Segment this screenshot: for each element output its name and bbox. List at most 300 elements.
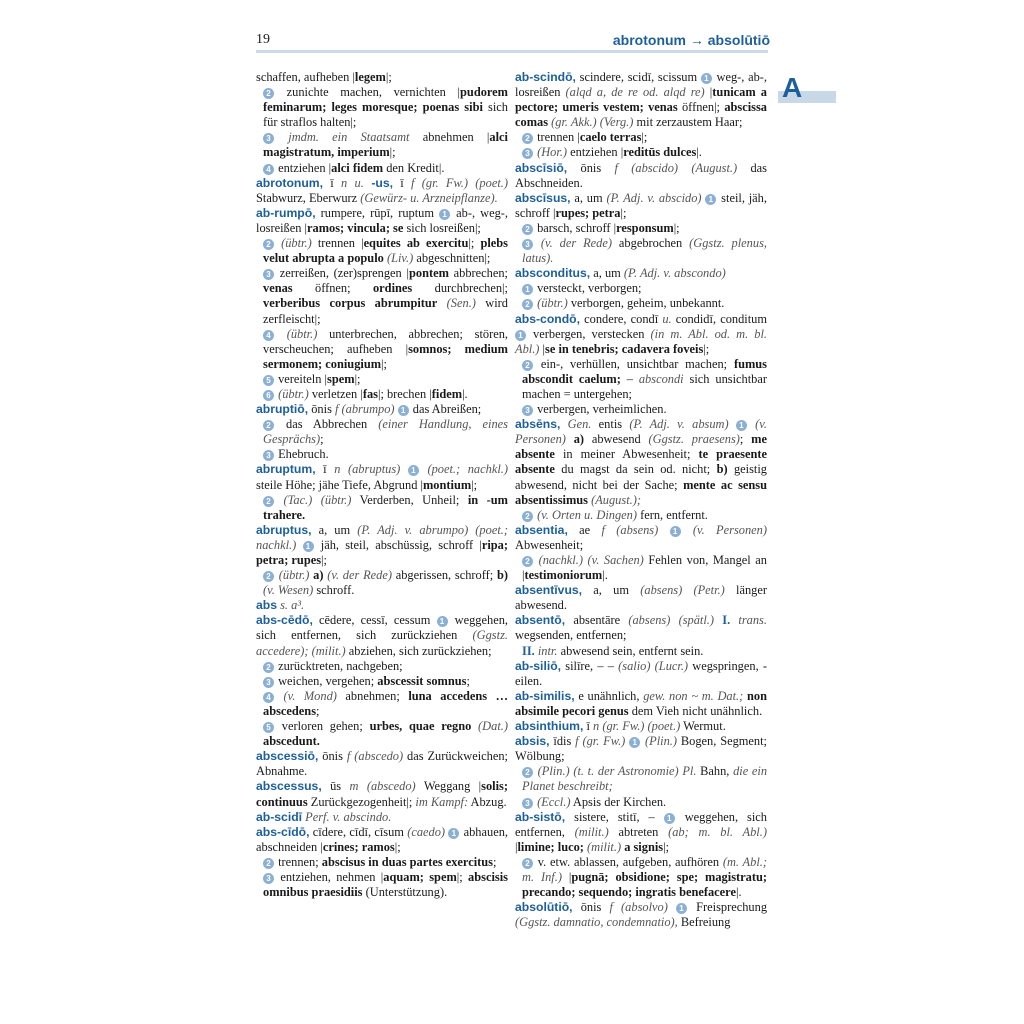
text-run: |;	[471, 477, 478, 492]
latin-example: fas	[362, 386, 378, 401]
text-run: ;	[493, 854, 497, 869]
text-run: ;	[316, 703, 320, 718]
sense-number-badge: 2	[522, 511, 533, 522]
text-run: wird zerfleischt|;	[263, 296, 508, 326]
latin-example: responsum	[616, 220, 674, 235]
text-run: ī	[315, 462, 335, 477]
text-run: das Abreißen;	[409, 402, 482, 417]
grammar-note: (P. Adj. v. abscondo)	[623, 266, 726, 281]
sense-number-badge: 1	[398, 405, 409, 416]
sense-line	[515, 130, 767, 145]
latin-example: a)	[313, 568, 324, 583]
text-run	[658, 523, 669, 537]
text-run: ōnis	[318, 749, 347, 764]
text-run: |;	[354, 371, 361, 386]
grammar-note: f (absolvo)	[609, 900, 668, 915]
sense-number-badge: 1	[522, 284, 533, 295]
dictionary-entry	[515, 191, 767, 221]
sense-line	[515, 764, 767, 794]
text-run: vereiteln |	[275, 371, 328, 386]
grammar-note: (Ggstz. accedere); (milit.)	[256, 628, 508, 658]
text-run: ;	[466, 673, 470, 688]
sense-line	[256, 161, 508, 176]
grammar-note: (übtr.)	[275, 386, 309, 401]
sense-number-badge: 2	[263, 571, 274, 582]
latin-example: spem	[327, 371, 355, 386]
latin-example: urbes, quae regno	[369, 719, 472, 734]
grammar-note: (v. Orten u. Dingen)	[534, 507, 637, 522]
text-run: Ehebruch.	[275, 447, 329, 462]
grammar-note: f (abscido) (August.)	[614, 160, 738, 175]
text-run: |;	[389, 145, 396, 160]
text-run: Abwesenheit;	[515, 537, 584, 552]
text-run: Verderben, Unheil;	[351, 492, 468, 507]
text-run: |;	[673, 220, 680, 235]
running-head: abrotonum → absolūtiō	[612, 32, 770, 48]
latin-example: somnos; medium sermonem; coniugium	[263, 341, 508, 371]
latin-example: non absimile pecori genus	[515, 688, 767, 718]
sense-line	[256, 372, 508, 387]
sense-number-badge: 2	[522, 858, 533, 869]
dictionary-entry	[515, 523, 767, 553]
headword: ab-sistō,	[515, 809, 566, 824]
grammar-note: Perf. v. abscindo.	[302, 809, 392, 824]
headword: absentīvus,	[515, 583, 583, 598]
dictionary-entry	[256, 402, 508, 417]
grammar-note: u.	[662, 311, 672, 326]
dictionary-entry	[256, 825, 508, 855]
grammar-note: (Ggstz. plenus, latus).	[522, 236, 767, 266]
sense-number-badge: 4	[263, 164, 274, 175]
text-run: (Unterstützung).	[362, 885, 448, 900]
text-run: abnehmen |	[409, 130, 490, 145]
headword: abs	[256, 598, 278, 613]
sense-line	[515, 236, 767, 266]
text-run: Apsis der Kirchen.	[570, 794, 667, 809]
sense-number-badge: 3	[522, 148, 533, 159]
dictionary-entry	[515, 734, 767, 764]
grammar-note: (absens) (Petr.)	[640, 583, 725, 598]
text-run: barsch, schroff |	[534, 220, 617, 235]
sense-line	[515, 402, 767, 417]
grammar-note: im Kampf:	[415, 794, 469, 809]
grammar-note: (übtr.)	[275, 326, 318, 341]
dictionary-entry	[256, 206, 508, 236]
text-run: schaffen, aufheben |	[256, 70, 355, 84]
right-column	[515, 70, 767, 930]
text-run	[296, 538, 302, 552]
text-run: weggehen, sich entfernen, sich zurückziehen	[256, 613, 508, 643]
sense-line	[256, 130, 508, 160]
text-run: Befreiung	[677, 915, 731, 930]
text-run: abbrechen;	[448, 266, 509, 281]
grammar-note: (v. der Rede)	[534, 236, 612, 251]
text-run: |.	[462, 386, 468, 401]
dictionary-entry	[515, 266, 767, 281]
dictionary-entry	[256, 749, 508, 779]
text-run: abziehen, sich zurückziehen;	[345, 643, 492, 658]
text-run: Bahn,	[696, 764, 734, 779]
sense-number-badge: 6	[263, 390, 274, 401]
text-run: ōnis	[567, 160, 615, 175]
sense-line	[256, 674, 508, 689]
text-run: trennen;	[275, 854, 322, 869]
text-run: |	[539, 341, 546, 356]
grammar-note: (Plin.) (t. t. der Astronomie) Pl.	[534, 764, 697, 779]
text-run: sistere, stitī, –	[565, 809, 664, 824]
latin-example: legem	[354, 70, 386, 84]
sense-line	[256, 266, 508, 326]
sense-number-badge: 1	[408, 465, 419, 476]
grammar-note: (übtr.)	[275, 568, 310, 583]
text-run: cēdere, cessī, cessum	[312, 613, 437, 628]
text-run: condidī, conditum	[671, 311, 768, 326]
text-run: ī	[323, 175, 342, 190]
headword: abrotonum,	[256, 175, 324, 190]
grammar-note: (einer Handlung, eines Gesprächs)	[263, 417, 508, 447]
text-run: |;	[703, 341, 710, 356]
sense-number-badge: 2	[522, 556, 533, 567]
text-run: |.	[735, 885, 742, 900]
sense-number-badge: 3	[522, 798, 533, 809]
text-run: weichen, vergehen;	[275, 673, 378, 688]
sense-line	[515, 296, 767, 311]
sense-number-badge: 1	[701, 73, 712, 84]
grammar-note: (Ggstz. damnatio, condemnatio),	[515, 915, 678, 930]
text-run: v. etw. ablassen, aufgeben, aufhören	[534, 854, 723, 869]
latin-example: abscisis omnibus praesidiis	[263, 869, 508, 900]
sense-line	[256, 689, 508, 719]
dictionary-entry	[515, 659, 767, 689]
sense-number-badge: 3	[522, 239, 533, 250]
grammar-note: f (abscedo)	[346, 749, 404, 764]
text-run: abwesend	[584, 432, 649, 447]
text-run: Stabwurz, Eberwurz	[256, 190, 361, 205]
latin-example: testimoniorum	[524, 568, 603, 583]
text-run: abgerissen, schroff;	[391, 568, 497, 583]
latin-example: se in tenebris; cadavera foveis	[545, 341, 704, 356]
grammar-note: (v. Mond)	[275, 688, 337, 703]
dictionary-entry	[256, 176, 508, 206]
grammar-note: (ab; m. bl. Abl.)	[668, 824, 767, 839]
headword: absentō,	[515, 613, 566, 628]
headword: abs-cēdō,	[256, 613, 313, 628]
headword: absentia,	[515, 522, 568, 537]
latin-example: equites ab exercitu	[363, 236, 469, 251]
sense-number-badge: 5	[263, 375, 274, 386]
text-run: Weggang |	[415, 779, 482, 794]
text-run	[400, 462, 408, 476]
latin-example: verberibus corpus abrumpitur	[263, 296, 438, 311]
grammar-note: die ein Planet beschreibt;	[522, 764, 768, 794]
latin-example: abscessit somnus	[377, 673, 467, 688]
latin-example: aquam; spem	[383, 869, 457, 884]
sense-number-badge: 1	[437, 616, 448, 627]
sense-number-badge: 2	[263, 858, 274, 869]
text-run: abgeschnitten|;	[413, 251, 491, 266]
text-run: wegsenden, entfernen;	[515, 628, 627, 643]
grammar-note: intr.	[534, 643, 558, 658]
text-run: du magst da sein od. nicht;	[554, 462, 717, 477]
grammar-note: gew. non ~ m. Dat.;	[643, 688, 744, 703]
latin-example: in -um trahere.	[263, 492, 508, 522]
text-run: ī	[393, 175, 412, 190]
headword: abs-condō,	[515, 311, 581, 326]
headword: abruptum,	[256, 462, 316, 477]
headword: absinthium,	[515, 719, 584, 734]
dictionary-entry	[256, 613, 508, 658]
grammar-note: (v. Personen)	[515, 417, 767, 447]
text-run	[729, 417, 736, 431]
headword: absolūtiō,	[515, 900, 573, 915]
text-run: |.	[602, 568, 608, 583]
grammar-note: (übtr.)	[275, 236, 312, 251]
text-run: ōnis	[308, 402, 335, 417]
sense-number-badge: 2	[522, 360, 533, 371]
headword: abs-cīdō,	[256, 824, 310, 839]
grammar-note: f (absens)	[601, 522, 659, 537]
headword: ab-rumpō,	[256, 205, 316, 220]
text-run: |	[515, 839, 518, 854]
latin-example: te praesente absente	[515, 447, 767, 477]
grammar-note: n u.	[341, 175, 364, 190]
sense-number-badge: 1	[515, 330, 526, 341]
text-run	[566, 432, 574, 446]
grammar-note: (Gewürz- u. Arzneipflanze).	[360, 190, 498, 205]
grammar-note: (Liv.)	[383, 251, 414, 266]
grammar-note: (Plin.)	[641, 734, 678, 749]
sense-line	[256, 85, 508, 130]
text-run: absentāre	[565, 613, 629, 628]
latin-example: abscedunt.	[263, 734, 320, 749]
latin-example: b)	[716, 462, 728, 477]
sense-line	[515, 795, 767, 810]
sense-line	[256, 327, 508, 372]
text-run: |;	[321, 553, 327, 567]
text-run: |;	[456, 869, 469, 884]
text-run: entziehen |	[275, 160, 332, 175]
text-run: |	[561, 869, 572, 884]
latin-example: caelo terras	[579, 130, 642, 145]
text-run: a, um	[570, 190, 607, 205]
text-run: |;	[468, 236, 481, 251]
dictionary-entry	[256, 523, 508, 568]
sense-number-badge: 3	[263, 269, 274, 280]
latin-example: mente ac sensu absentissimus	[515, 477, 768, 507]
sense-number-badge: 2	[263, 88, 274, 99]
latin-example: montium	[422, 477, 472, 492]
text-run: steile Höhe; jähe Tiefe, Abgrund |	[256, 477, 423, 492]
latin-example: a)	[573, 432, 585, 447]
text-run: verbergen, verheimlichen.	[534, 402, 667, 417]
grammar-note: Gen.	[560, 417, 592, 432]
sense-line	[515, 855, 767, 900]
text-run: weg-, ab-, losreißen	[515, 70, 767, 100]
text-run: ūs	[321, 779, 350, 794]
grammar-note: n (gr. Fw.) (poet.)	[593, 719, 681, 734]
sense-number-badge: 1	[670, 526, 681, 537]
grammar-note: (Ggstz. praesens)	[648, 432, 740, 447]
sense-line	[515, 553, 767, 583]
sense-number-badge: 2	[522, 133, 533, 144]
sense-line	[515, 281, 767, 296]
text-run: zerreißen, (zer)sprengen |	[275, 266, 409, 281]
dictionary-entry	[515, 583, 767, 613]
grammar-note: (P. Adj. v. abrumpo) (poet.; nachkl.)	[256, 522, 508, 552]
sense-number-badge: 2	[263, 496, 274, 507]
grammar-note: (poet.; nachkl.)	[419, 462, 508, 477]
page-number: 19	[256, 32, 270, 47]
text-run: wegspringen, -eilen.	[515, 658, 767, 688]
text-run: Bogen, Segment; Wölbung;	[515, 734, 767, 764]
text-run: ae	[567, 522, 602, 537]
latin-example: ramos; vincula; se	[307, 220, 404, 235]
latin-example: me absente	[515, 432, 767, 462]
grammar-note: (absens) (spätl.)	[628, 613, 715, 628]
sense-number-badge: 3	[263, 677, 274, 688]
headword: abruptus,	[256, 522, 312, 537]
text-run: Wermut.	[680, 719, 726, 734]
sense-line	[515, 221, 767, 236]
headword: ab-siliō,	[515, 658, 562, 673]
latin-example: pugnā; obsidione; spe; magistratu; precando; sequendo; ingratis benefacere	[522, 869, 767, 900]
text-run: |;	[394, 839, 401, 854]
grammar-note: (salio) (Lucr.)	[618, 658, 689, 673]
sense-number-badge: 2	[522, 767, 533, 778]
headword: absis,	[515, 734, 550, 749]
sense-number-badge: 2	[522, 224, 533, 235]
grammar-note: (Eccl.)	[534, 794, 571, 809]
text-run: Fehlen von, Mangel an |	[522, 553, 767, 583]
text-run: den Kredit|.	[383, 160, 445, 175]
latin-example: rupes; petra	[555, 205, 621, 220]
grammar-note: (August.);	[588, 492, 641, 507]
latin-example: limine; luco;	[517, 839, 584, 854]
text-run: weggehen, sich entfernen,	[515, 809, 768, 839]
text-run: īdis	[549, 734, 576, 749]
text-run: entziehen, nehmen |	[275, 869, 384, 884]
text-run: entis	[591, 417, 630, 432]
text-run: schroff.	[313, 583, 355, 598]
sense-line	[256, 870, 508, 900]
sense-number-badge: 4	[263, 330, 274, 341]
sense-line	[256, 568, 508, 598]
latin-example: ripa; petra; rupes	[256, 537, 508, 567]
text-run: sich losreißen|;	[403, 220, 481, 235]
left-column	[256, 70, 508, 900]
headword: abscessus,	[256, 779, 322, 794]
text-run: |;	[381, 356, 387, 371]
text-run: versteckt, verborgen;	[534, 281, 642, 296]
dictionary-entry	[515, 689, 767, 719]
text-run: länger abwesend.	[515, 583, 768, 613]
latin-example: ordines	[372, 281, 413, 296]
sense-number-badge: 1	[676, 903, 687, 914]
grammar-note: (gr. Akk.) (Verg.)	[548, 115, 634, 130]
headword: ab-similis,	[515, 688, 575, 703]
text-run: abwesend sein, entfernt sein.	[557, 643, 704, 658]
text-run: trennen |	[311, 236, 364, 251]
grammar-note: (Tac.) (übtr.)	[275, 492, 352, 507]
text-run: öffnen|;	[677, 100, 725, 115]
grammar-note: (milit.)	[574, 824, 609, 839]
sense-line	[515, 644, 767, 659]
sense-line	[515, 357, 767, 402]
dictionary-entry	[256, 779, 508, 809]
sense-line	[256, 236, 508, 266]
text-run: ;	[320, 432, 324, 447]
grammar-note: (P. Adj. v. absum)	[629, 417, 729, 432]
sense-line	[515, 145, 767, 160]
grammar-note: (in m. Abl. od. m. bl. Abl.)	[515, 326, 767, 356]
roman-numeral: I.	[722, 613, 731, 628]
text-run: verbergen, verstecken	[527, 326, 651, 341]
text-run: sich für straflos halten|;	[263, 100, 508, 130]
sense-number-badge: 2	[263, 662, 274, 673]
text-run: fern, entfernt.	[637, 507, 708, 522]
sense-number-badge: 1	[705, 194, 716, 205]
headword: -us,	[363, 175, 394, 190]
latin-example: solis; continuus	[256, 779, 509, 809]
dictionary-entry	[515, 719, 767, 734]
grammar-note: (übtr.)	[534, 296, 568, 311]
text-run	[714, 613, 722, 627]
grammar-note: (milit.)	[583, 839, 622, 854]
text-run: silīre, – –	[561, 658, 619, 673]
text-run: abhauen, abschneiden |	[256, 824, 508, 854]
text-run: das Abbrechen	[275, 417, 379, 432]
text-run: dem Vieh nicht unähnlich.	[628, 703, 763, 718]
sense-line	[256, 719, 508, 749]
text-run: Zurückgezogenheit|;	[307, 794, 416, 809]
text-run: jäh, steil, abschüssig, schroff |	[314, 537, 482, 552]
grammar-note: trans.	[730, 613, 767, 628]
text-run: das Zurückweichen; Abnahme.	[256, 749, 508, 779]
text-run: Freisprechung	[688, 900, 768, 915]
grammar-note: jmdm. ein Staatsamt	[275, 130, 410, 145]
text-run: |;	[663, 839, 670, 854]
headword: absconditus,	[515, 266, 591, 281]
text-run: geistig abwesend, nicht bei der Sache;	[515, 462, 767, 492]
text-run: verborgen, geheim, unbekannt.	[567, 296, 725, 311]
sense-line	[256, 659, 508, 674]
text-run: verletzen |	[308, 386, 363, 401]
grammar-note: (P. Adj. v. abscido)	[606, 190, 702, 205]
text-run: zurücktreten, nachgeben;	[275, 658, 403, 673]
grammar-note: (v. der Rede)	[323, 568, 392, 583]
text-run: öffnen;	[292, 281, 373, 296]
sense-number-badge: 4	[263, 692, 274, 703]
latin-example: b)	[496, 568, 508, 583]
grammar-note: (Hor.)	[534, 145, 568, 160]
grammar-note: (v. Wesen)	[263, 583, 314, 598]
grammar-note: m (abscedo)	[349, 779, 416, 794]
sense-number-badge: 2	[263, 420, 274, 431]
dictionary-entry	[515, 810, 767, 855]
latin-example: pudorem feminarum; leges moresque; poenas sibi	[263, 85, 508, 115]
text-run: das Abschneiden.	[515, 160, 767, 190]
text-run: –	[620, 371, 639, 386]
text-run: |.	[696, 145, 702, 160]
dictionary-entry	[256, 598, 508, 613]
text-run: zunichte machen, vernichten |	[275, 85, 461, 100]
sense-number-badge: 1	[439, 209, 450, 220]
grammar-note: (caedo)	[407, 824, 446, 839]
roman-numeral: II.	[522, 643, 535, 658]
text-run: |	[704, 85, 713, 100]
sense-number-badge: 1	[629, 737, 640, 748]
latin-example: abscisus in duas partes exercitus	[321, 854, 493, 869]
